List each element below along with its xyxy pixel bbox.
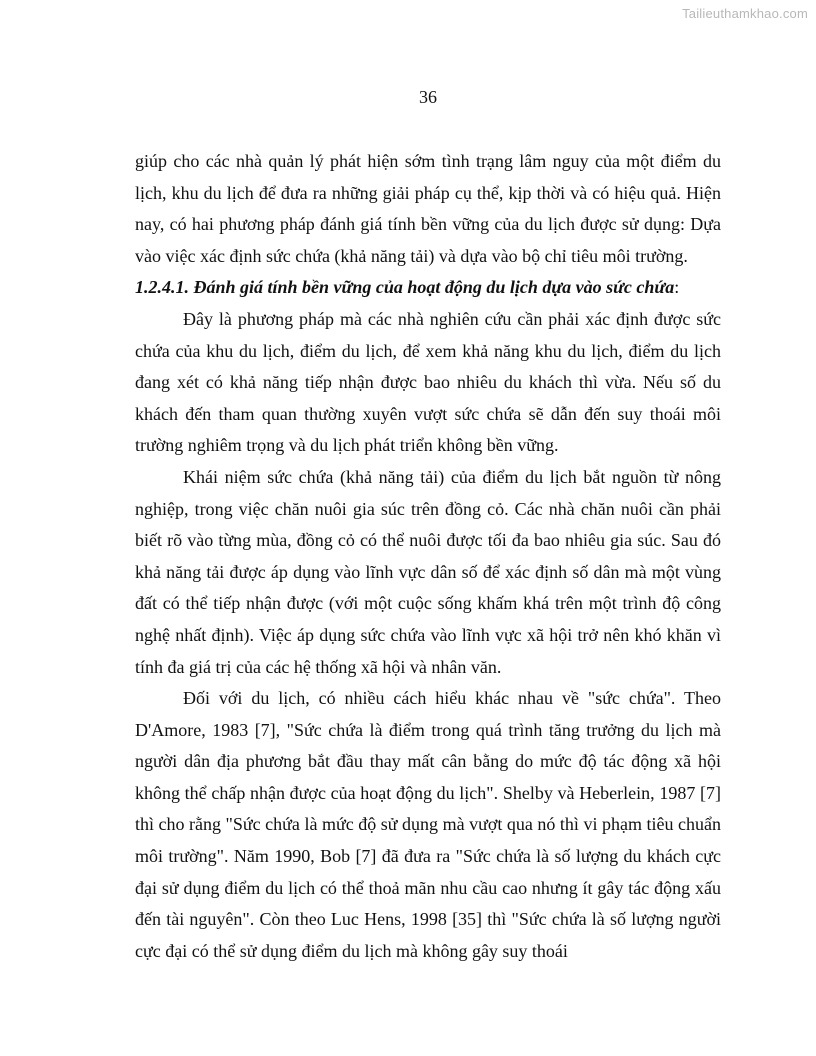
section-heading-text: 1.2.4.1. Đánh giá tính bền vững của hoạt động du lịch dựa vào sức chứa: [135, 277, 675, 298]
section-heading-colon: :: [674, 277, 680, 298]
paragraph-2: Đây là phương pháp mà các nhà nghiên cứu cần phải xác định được sức chứa của khu du lịch, điểm du lịch, để xem khả năng khu du lịch, điểm du lịch đang xét có khả năng tiếp nhận được bao nhiêu du khách thì vừa. Nếu số du khách đến tham quan thường xuyên vượt sức chứa sẽ dẫn đến suy thoái môi trường nghiêm trọng và du lịch phát triển không bền vững.: [135, 308, 721, 456]
document-body: [135, 146, 721, 967]
watermark: Tailieuthamkhao.com: [682, 6, 808, 21]
page-number: 36: [419, 87, 437, 107]
paragraph-1: giúp cho các nhà quản lý phát hiện sớm tình trạng lâm nguy của một điểm du lịch, khu du lịch để đưa ra những giải pháp cụ thể, kịp thời và có hiệu quả. Hiện nay, có hai phương pháp đánh giá tính bền vững của du lịch được sử dụng: Dựa vào việc xác định sức chứa (khả năng tải) và dựa vào bộ chỉ tiêu môi trường.: [135, 151, 721, 266]
paragraph-3: Khái niệm sức chứa (khả năng tải) của điểm du lịch bắt nguồn từ nông nghiệp, trong việc chăn nuôi gia súc trên đồng cỏ. Các nhà chăn nuôi cần phải biết rõ vào từng mùa, đồng cỏ có thể nuôi được tối đa bao nhiêu gia súc. Sau đó khả năng tải được áp dụng vào lĩnh vực dân số để xác định số dân mà một vùng đất có thể tiếp nhận được (với một cuộc sống khấm khá trên một trình độ công nghệ nhất định). Việc áp dụng sức chứa vào lĩnh vực xã hội trở nên khó khăn vì tính đa giá trị của các hệ thống xã hội và nhân văn.: [135, 466, 721, 677]
section-heading: [135, 272, 721, 304]
paragraph-4: Đối với du lịch, có nhiều cách hiểu khác nhau về "sức chứa". Theo D'Amore, 1983 [7], "Sức chứa là điểm trong quá trình tăng trưởng du lịch mà người dân địa phương bắt đầu thay mất cân bằng do mức độ tác động xã hội không thể chấp nhận được của hoạt động du lịch". Shelby và Heberlein, 1987 [7] thì cho rằng "Sức chứa là mức độ sử dụng mà vượt qua nó thì vi phạm tiêu chuẩn môi trường". Năm 1990, Bob [7] đã đưa ra "Sức chứa là số lượng du khách cực đại sử dụng điểm du lịch có thể thoả mãn nhu cầu cao nhưng ít gây tác động xấu đến tài nguyên". Còn theo Luc Hens, 1998 [35] thì "Sức chứa là số lượng người cực đại có thể sử dụng điểm du lịch mà không gây suy thoái: [135, 688, 721, 961]
